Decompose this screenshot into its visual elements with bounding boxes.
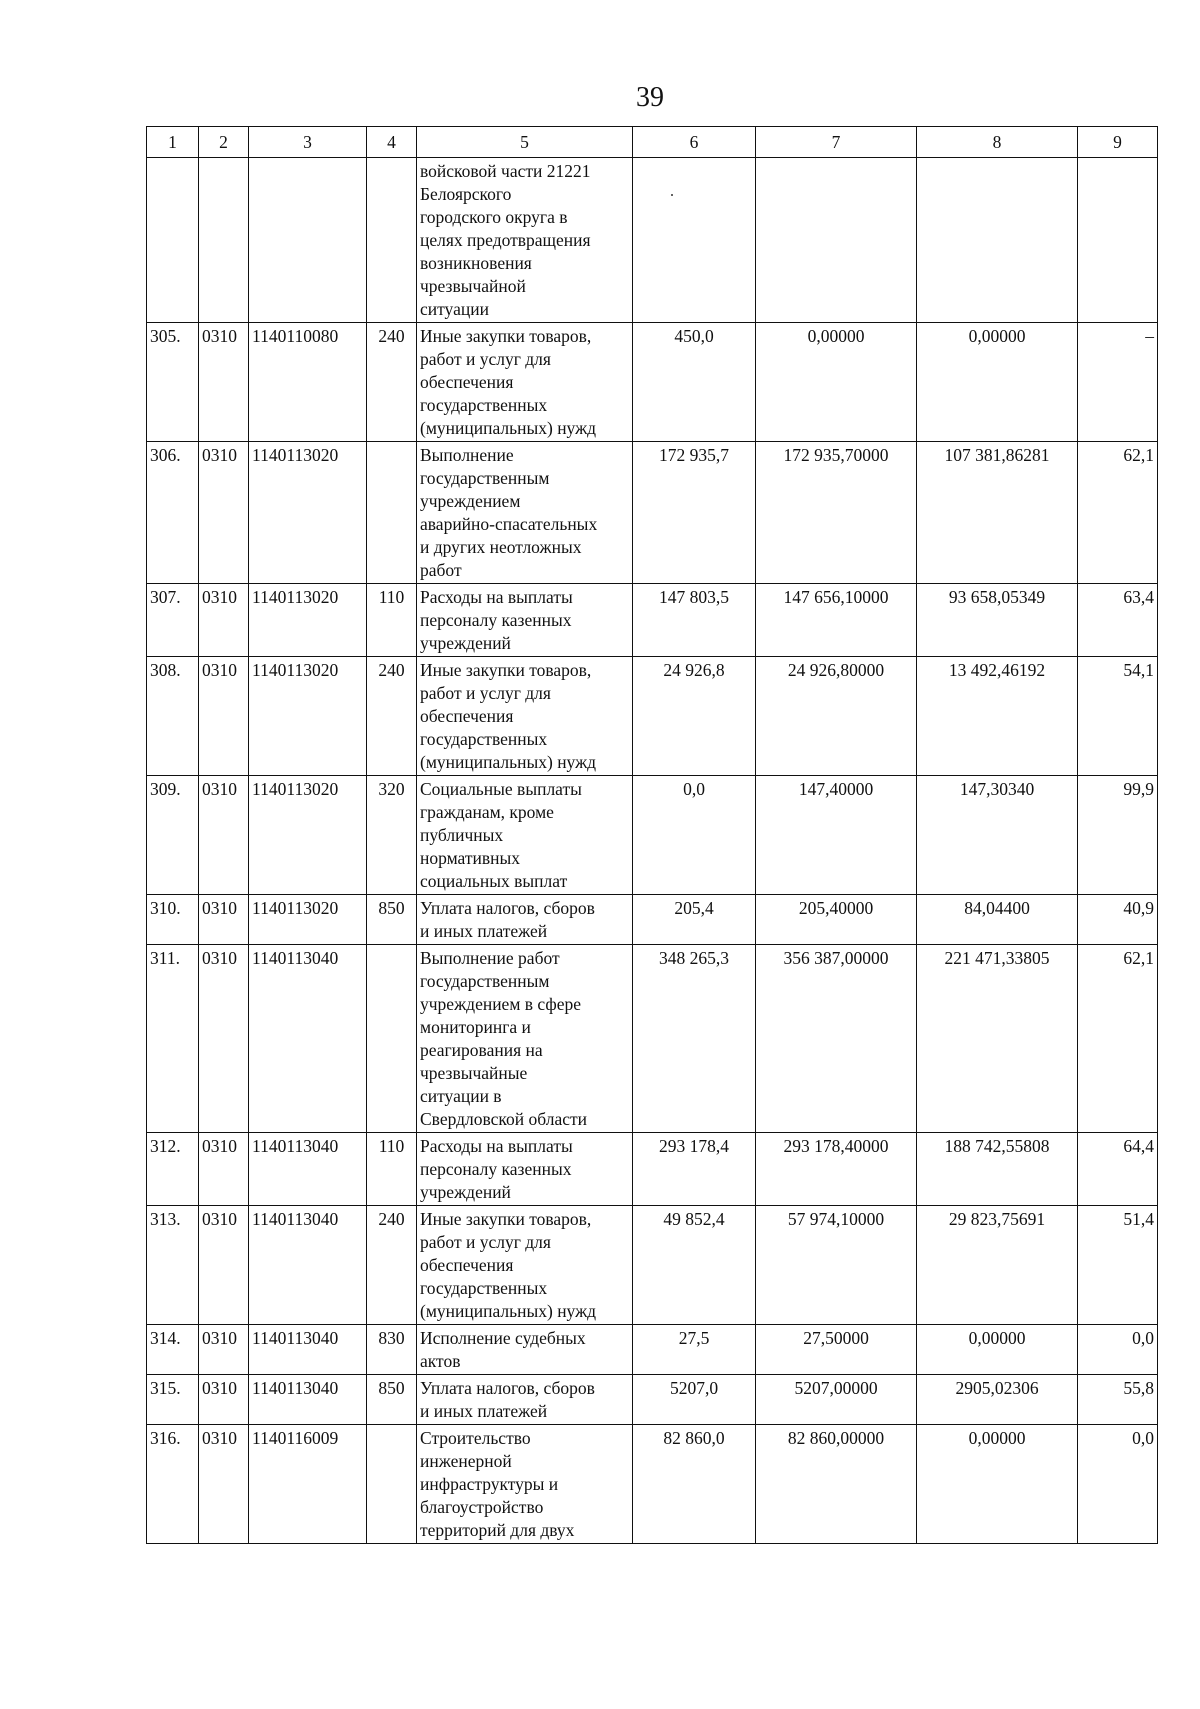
row-approved-plan: 82 860,0 [633, 1425, 756, 1544]
row-number: 315. [147, 1375, 199, 1425]
row-name: Уплата налогов, сборов и иных платежей [417, 1375, 633, 1425]
budget-table [146, 126, 1158, 1544]
row-refined-plan: 172 935,70000 [756, 442, 917, 584]
header-cell: 9 [1078, 127, 1158, 158]
header-cell: 7 [756, 127, 917, 158]
row-executed: 29 823,75691 [917, 1206, 1078, 1325]
row-name: Исполнение судебных актов [417, 1325, 633, 1375]
row-approved-plan: 205,4 [633, 895, 756, 945]
row-approved-plan: 293 178,4 [633, 1133, 756, 1206]
row-name: Расходы на выплаты персоналу казенных учреждений [417, 584, 633, 657]
row-refined-plan: 205,40000 [756, 895, 917, 945]
row-percent: 63,4 [1078, 584, 1158, 657]
row-section-code: 0310 [199, 776, 249, 895]
row-percent: – [1078, 323, 1158, 442]
row-refined-plan: 82 860,00000 [756, 1425, 917, 1544]
header-cell: 3 [249, 127, 367, 158]
table-row [147, 584, 1158, 657]
row-refined-plan: 147,40000 [756, 776, 917, 895]
row-expense-type: 110 [367, 584, 417, 657]
table-row [147, 895, 1158, 945]
table-row [147, 442, 1158, 584]
row-approved-plan: 172 935,7 [633, 442, 756, 584]
row-section-code: 0310 [199, 442, 249, 584]
row-section-code: 0310 [199, 1425, 249, 1544]
row-expense-type: 110 [367, 1133, 417, 1206]
row-target-code: 1140113040 [249, 1325, 367, 1375]
row-refined-plan: 24 926,80000 [756, 657, 917, 776]
table-row [147, 1375, 1158, 1425]
page-number: 39 [636, 82, 664, 113]
row-number: 316. [147, 1425, 199, 1544]
row-name: Иные закупки товаров, работ и услуг для обеспечения государственных (муниципальных) нужд [417, 1206, 633, 1325]
row-refined-plan: 356 387,00000 [756, 945, 917, 1133]
row-percent: 99,9 [1078, 776, 1158, 895]
row-number: 306. [147, 442, 199, 584]
row-executed: 13 492,46192 [917, 657, 1078, 776]
row-expense-type [367, 442, 417, 584]
row-number: 314. [147, 1325, 199, 1375]
row-approved-plan: 450,0 [633, 323, 756, 442]
row-executed: 2905,02306 [917, 1375, 1078, 1425]
row-percent: 62,1 [1078, 442, 1158, 584]
row-approved-plan: 0,0 [633, 776, 756, 895]
row-name: Строительство инженерной инфраструктуры и благоустройство территорий для двух [417, 1425, 633, 1544]
header-cell: 1 [147, 127, 199, 158]
row-refined-plan: 5207,00000 [756, 1375, 917, 1425]
row-refined-plan: 27,50000 [756, 1325, 917, 1375]
row-percent: 51,4 [1078, 1206, 1158, 1325]
table-row [147, 1425, 1158, 1544]
row-approved-plan: 27,5 [633, 1325, 756, 1375]
row-target-code: 1140113020 [249, 895, 367, 945]
header-cell: 5 [417, 127, 633, 158]
header-cell: 6 [633, 127, 756, 158]
row-executed: 107 381,86281 [917, 442, 1078, 584]
row-target-code: 1140116009 [249, 1425, 367, 1544]
continuation-row [147, 158, 1158, 323]
row-section-code: 0310 [199, 1206, 249, 1325]
header-cell: 2 [199, 127, 249, 158]
row-number: 311. [147, 945, 199, 1133]
row-percent: 64,4 [1078, 1133, 1158, 1206]
row-name: Иные закупки товаров, работ и услуг для обеспечения государственных (муниципальных) нужд [417, 657, 633, 776]
row-approved-plan: 49 852,4 [633, 1206, 756, 1325]
table-row [147, 1325, 1158, 1375]
table-row [147, 657, 1158, 776]
row-expense-type: 850 [367, 1375, 417, 1425]
row-executed: 0,00000 [917, 1425, 1078, 1544]
row-target-code: 1140113040 [249, 1133, 367, 1206]
row-executed: 0,00000 [917, 323, 1078, 442]
row-expense-type: 240 [367, 657, 417, 776]
row-target-code: 1140113040 [249, 945, 367, 1133]
row-name: Выполнение государственным учреждением аварийно-спасательных и других неотложных работ [417, 442, 633, 584]
row-approved-plan: 5207,0 [633, 1375, 756, 1425]
row-expense-type: 240 [367, 1206, 417, 1325]
row-expense-type: 320 [367, 776, 417, 895]
row-section-code: 0310 [199, 584, 249, 657]
row-expense-type: 240 [367, 323, 417, 442]
row-expense-type: 830 [367, 1325, 417, 1375]
row-name: Выполнение работ государственным учреждением в сфере мониторинга и реагирования на чрезвычайные ситуации в Свердловской области [417, 945, 633, 1133]
row-name: Расходы на выплаты персоналу казенных учреждений [417, 1133, 633, 1206]
row-name: войсковой части 21221 Белоярского городского округа в целях предотвращения возникновения чрезвычайной ситуации [417, 158, 633, 323]
row-approved-plan: 147 803,5 [633, 584, 756, 657]
row-percent: 40,9 [1078, 895, 1158, 945]
row-number: 312. [147, 1133, 199, 1206]
row-target-code: 1140113040 [249, 1206, 367, 1325]
row-refined-plan: 57 974,10000 [756, 1206, 917, 1325]
row-percent: 54,1 [1078, 657, 1158, 776]
row-approved-plan: 348 265,3 [633, 945, 756, 1133]
row-expense-type: 850 [367, 895, 417, 945]
row-executed: 221 471,33805 [917, 945, 1078, 1133]
row-number: 305. [147, 323, 199, 442]
table-row [147, 945, 1158, 1133]
row-expense-type [367, 1425, 417, 1544]
row-refined-plan: 0,00000 [756, 323, 917, 442]
table-row [147, 776, 1158, 895]
row-section-code: 0310 [199, 1325, 249, 1375]
header-cell: 4 [367, 127, 417, 158]
table-row [147, 1133, 1158, 1206]
table-row [147, 323, 1158, 442]
row-executed: 0,00000 [917, 1325, 1078, 1375]
row-percent: 62,1 [1078, 945, 1158, 1133]
row-target-code: 1140110080 [249, 323, 367, 442]
row-approved-plan: 24 926,8 [633, 657, 756, 776]
row-target-code: 1140113020 [249, 657, 367, 776]
row-executed: 147,30340 [917, 776, 1078, 895]
row-name: Иные закупки товаров, работ и услуг для обеспечения государственных (муниципальных) нужд [417, 323, 633, 442]
row-target-code: 1140113020 [249, 776, 367, 895]
header-cell: 8 [917, 127, 1078, 158]
row-number: 310. [147, 895, 199, 945]
row-section-code: 0310 [199, 1133, 249, 1206]
table-row [147, 1206, 1158, 1325]
row-number: 308. [147, 657, 199, 776]
row-number: 307. [147, 584, 199, 657]
row-section-code: 0310 [199, 895, 249, 945]
row-executed: 84,04400 [917, 895, 1078, 945]
row-refined-plan: 293 178,40000 [756, 1133, 917, 1206]
row-name: Уплата налогов, сборов и иных платежей [417, 895, 633, 945]
row-target-code: 1140113040 [249, 1375, 367, 1425]
row-executed: 93 658,05349 [917, 584, 1078, 657]
row-name: Социальные выплаты гражданам, кроме публичных нормативных социальных выплат [417, 776, 633, 895]
row-number: 309. [147, 776, 199, 895]
row-percent: 55,8 [1078, 1375, 1158, 1425]
row-section-code: 0310 [199, 945, 249, 1133]
header-row [147, 127, 1158, 158]
row-number: 313. [147, 1206, 199, 1325]
row-target-code: 1140113020 [249, 442, 367, 584]
row-percent: 0,0 [1078, 1425, 1158, 1544]
row-executed: 188 742,55808 [917, 1133, 1078, 1206]
row-section-code: 0310 [199, 657, 249, 776]
row-percent: 0,0 [1078, 1325, 1158, 1375]
row-target-code: 1140113020 [249, 584, 367, 657]
row-section-code: 0310 [199, 323, 249, 442]
row-expense-type [367, 945, 417, 1133]
row-section-code: 0310 [199, 1375, 249, 1425]
row-refined-plan: 147 656,10000 [756, 584, 917, 657]
